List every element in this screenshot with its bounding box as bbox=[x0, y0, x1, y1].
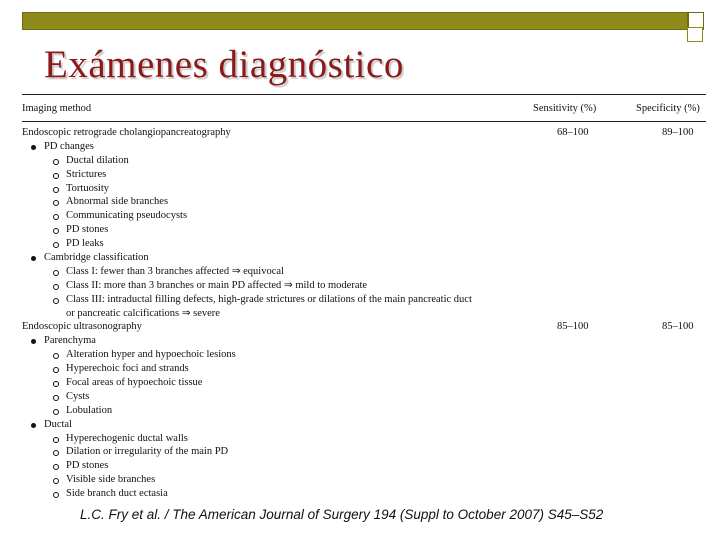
specificity-value: 85–100 bbox=[662, 321, 694, 333]
hollow-bullet-icon bbox=[53, 228, 59, 234]
table-row bbox=[22, 307, 706, 321]
filled-bullet-icon bbox=[31, 145, 36, 150]
citation: L.C. Fry et al. / The American Journal of Surgery 194 (Suppl to October 2007) S45–S52 bbox=[80, 507, 604, 522]
table-row bbox=[22, 487, 706, 501]
row-label: Hyperechoic foci and strands bbox=[66, 363, 189, 375]
slide-top-bar bbox=[22, 12, 688, 30]
table-row bbox=[22, 432, 706, 446]
table-row bbox=[22, 168, 706, 182]
row-label: PD stones bbox=[66, 224, 109, 236]
table-row bbox=[22, 293, 706, 307]
hollow-bullet-icon bbox=[53, 478, 59, 484]
sensitivity-value: 68–100 bbox=[557, 127, 589, 138]
table-row bbox=[22, 473, 706, 487]
table-row bbox=[22, 237, 706, 251]
imaging-table bbox=[22, 94, 706, 501]
hollow-bullet-icon bbox=[53, 270, 59, 276]
header-sensitivity: Sensitivity (%) bbox=[533, 103, 597, 114]
table-row bbox=[22, 154, 706, 168]
hollow-bullet-icon bbox=[53, 242, 59, 248]
table-row bbox=[22, 404, 706, 418]
table-row bbox=[22, 445, 706, 459]
hollow-bullet-icon bbox=[53, 381, 59, 387]
table-row bbox=[22, 209, 706, 223]
hollow-bullet-icon bbox=[53, 395, 59, 401]
row-label: Ductal bbox=[44, 418, 72, 430]
table-row bbox=[22, 279, 706, 293]
table-row bbox=[22, 140, 706, 154]
row-label: Abnormal side branches bbox=[66, 196, 169, 208]
table-row bbox=[22, 362, 706, 376]
row-label: Tortuosity bbox=[66, 182, 110, 194]
hollow-bullet-icon bbox=[53, 298, 59, 304]
table-row bbox=[22, 334, 706, 348]
filled-bullet-icon bbox=[31, 256, 36, 261]
hollow-bullet-icon bbox=[53, 159, 59, 165]
table-row bbox=[22, 418, 706, 432]
slide-corner-box-lower bbox=[687, 27, 703, 42]
hollow-bullet-icon bbox=[53, 450, 59, 456]
hollow-bullet-icon bbox=[53, 173, 59, 179]
row-label: Endoscopic ultrasonography bbox=[22, 321, 142, 333]
row-label: Endoscopic retrograde cholangiopancreatography bbox=[22, 127, 231, 138]
sensitivity-value: 85–100 bbox=[557, 321, 589, 333]
specificity-value: 89–100 bbox=[662, 127, 694, 138]
row-label: Parenchyma bbox=[44, 335, 96, 347]
row-label: Communicating pseudocysts bbox=[66, 210, 188, 222]
table-row bbox=[22, 376, 706, 390]
row-label: Lobulation bbox=[66, 404, 113, 416]
hollow-bullet-icon bbox=[53, 200, 59, 206]
table-row bbox=[22, 251, 706, 265]
hollow-bullet-icon bbox=[53, 214, 59, 220]
table-row bbox=[22, 459, 706, 473]
row-label: PD stones bbox=[66, 460, 109, 472]
row-label: Cambridge classification bbox=[44, 252, 149, 264]
row-label: Cysts bbox=[66, 390, 90, 402]
hollow-bullet-icon bbox=[53, 464, 59, 470]
hollow-bullet-icon bbox=[53, 437, 59, 443]
hollow-bullet-icon bbox=[53, 492, 59, 498]
row-label: Alteration hyper and hypoechoic lesions bbox=[66, 349, 236, 361]
hollow-bullet-icon bbox=[53, 367, 59, 373]
row-label: Side branch duct ectasia bbox=[66, 488, 168, 500]
table-row bbox=[22, 348, 706, 362]
row-label: Hyperechogenic ductal walls bbox=[66, 432, 188, 444]
table-row bbox=[22, 182, 706, 196]
hollow-bullet-icon bbox=[53, 353, 59, 359]
row-label: Class I: fewer than 3 branches affected ⇒ equivocal bbox=[66, 265, 284, 277]
row-label: Visible side branches bbox=[66, 474, 156, 486]
hollow-bullet-icon bbox=[53, 284, 59, 290]
row-label: Ductal dilation bbox=[66, 154, 129, 166]
hollow-bullet-icon bbox=[53, 409, 59, 415]
table-row bbox=[22, 195, 706, 209]
row-label: Dilation or irregularity of the main PD bbox=[66, 446, 229, 458]
header-specificity: Specificity (%) bbox=[636, 103, 700, 114]
table-row bbox=[22, 390, 706, 404]
table-row bbox=[22, 126, 706, 140]
header-imaging-method: Imaging method bbox=[22, 103, 92, 114]
table-row bbox=[22, 223, 706, 237]
row-label: Class II: more than 3 branches or main PD affected ⇒ mild to moderate bbox=[66, 279, 368, 291]
hollow-bullet-icon bbox=[53, 187, 59, 193]
table-header-row bbox=[22, 95, 706, 121]
table-row bbox=[22, 320, 706, 334]
table-body bbox=[22, 122, 706, 501]
row-label: Class III: intraductal filling defects, high-grade strictures or dilations of the main pancreatic duct bbox=[66, 293, 472, 305]
row-label: Focal areas of hypoechoic tissue bbox=[66, 377, 203, 389]
slide-title: Exámenes diagnóstico bbox=[44, 43, 404, 86]
row-label: PD leaks bbox=[66, 238, 104, 250]
row-label: PD changes bbox=[44, 140, 94, 152]
row-label: or pancreatic calcifications ⇒ severe bbox=[66, 307, 220, 319]
row-label: Strictures bbox=[66, 168, 107, 180]
filled-bullet-icon bbox=[31, 339, 36, 344]
table-row bbox=[22, 265, 706, 279]
filled-bullet-icon bbox=[31, 423, 36, 428]
